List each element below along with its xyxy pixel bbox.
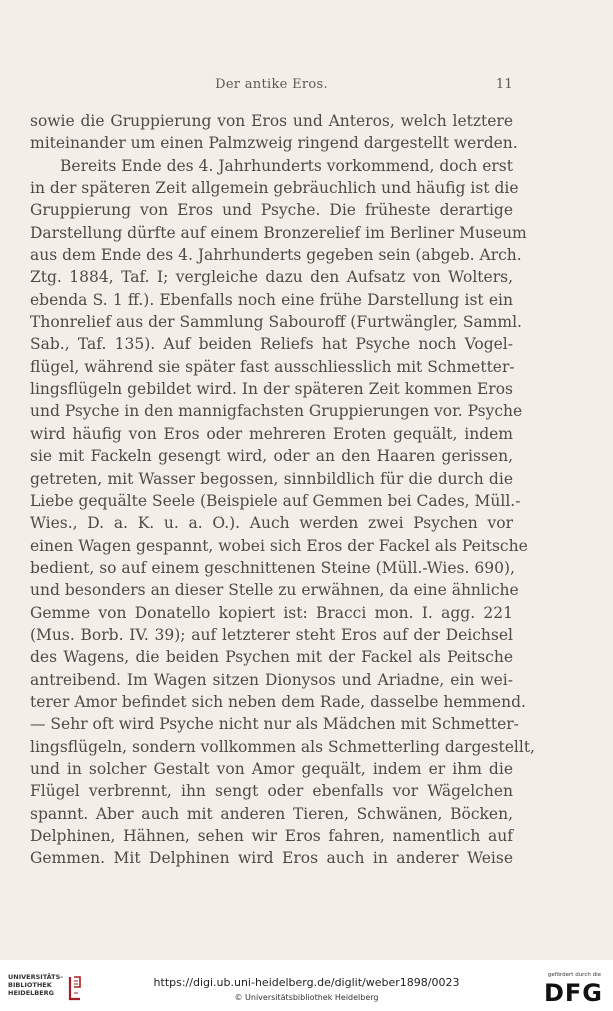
text-line: getreten, mit Wasser begossen, sinnbildlich für die durch die	[30, 469, 513, 488]
text-line: lingsflügeln gebildet wird. In der späteren Zeit kommen Eros	[30, 380, 513, 399]
text-line: Gemmen. Mit Delphinen wird Eros auch in anderer Weise	[30, 849, 513, 868]
digitization-footer	[0, 960, 613, 1011]
page-number: 11	[495, 77, 513, 92]
text-line: Gemme von Donatello kopiert ist: Bracci mon. I. agg. 221	[30, 603, 513, 622]
text-line: Liebe gequälte Seele (Beispiele auf Gemmen bei Cades, Müll.-	[30, 491, 521, 510]
text-line: des Wagens, die beiden Psychen mit der Fackel als Peitsche	[30, 648, 513, 667]
text-line: sie mit Fackeln gesengt wird, oder an den Haaren gerissen,	[30, 447, 513, 466]
text-line: Bereits Ende des 4. Jahrhunderts vorkommend, doch erst	[60, 156, 513, 175]
library-name-line: UNIVERSITÄTS-	[8, 973, 63, 981]
text-line: Sab., Taf. 135). Auf beiden Reliefs hat Psyche noch Vogel-	[30, 335, 513, 354]
text-line: miteinander um einen Palmzweig ringend dargestellt werden.	[30, 134, 518, 153]
running-title: Der antike Eros.	[215, 77, 328, 92]
text-line: einen Wagen gespannt, wobei sich Eros der Fackel als Peitsche	[30, 536, 528, 555]
text-line: sowie die Gruppierung von Eros und Anteros, welch letztere	[30, 112, 513, 130]
text-line: Flügel verbrennt, ihn sengt oder ebenfalls vor Wägelchen	[30, 782, 513, 801]
text-line: Delphinen, Hähnen, sehen wir Eros fahren, namentlich auf	[30, 827, 513, 845]
text-line: und Psyche in den mannigfachsten Gruppierungen vor. Psyche	[30, 402, 523, 421]
text-line: terer Amor befindet sich neben dem Rade, dasselbe hemmend.	[30, 692, 526, 711]
text-line: aus dem Ende des 4. Jahrhunderts gegeben sein (abgeb. Arch.	[30, 246, 522, 265]
text-line: und besonders an dieser Stelle zu erwähnen, da eine ähnliche	[30, 581, 519, 600]
text-line: (Mus. Borb. IV. 39); auf letzterer steht Eros auf der Deichsel	[30, 625, 513, 644]
text-line: in der späteren Zeit allgemein gebräuchlich und häufig ist die	[30, 179, 519, 198]
text-line: flügel, während sie später fast ausschliesslich mit Schmetter-	[30, 357, 515, 376]
text-line: und in solcher Gestalt von Amor gequält, indem er ihm die	[30, 759, 513, 778]
text-line: Darstellung dürfte auf einem Bronzerelief im Berliner Museum	[30, 223, 527, 242]
text-line: bedient, so auf einem geschnittenen Steine (Müll.-Wies. 690),	[30, 558, 515, 577]
text-line: wird häufig von Eros oder mehreren Eroten gequält, indem	[30, 424, 513, 443]
text-line: Thonrelief aus der Sammlung Sabouroff (Furtwängler, Samml.	[30, 313, 522, 332]
library-name-line: HEIDELBERG	[8, 989, 55, 997]
body-text	[30, 110, 535, 870]
text-line: lingsflügeln, sondern vollkommen als Schmetterling dargestellt,	[30, 737, 535, 756]
text-line: Ztg. 1884, Taf. I; vergleiche dazu den Aufsatz von Wolters,	[30, 268, 513, 287]
text-line: ebenda S. 1 ff.). Ebenfalls noch eine frühe Darstellung ist ein	[30, 290, 513, 309]
text-line: Gruppierung von Eros und Psyche. Die früheste derartige	[30, 201, 513, 220]
permalink-url[interactable]: https://digi.ub.uni-heidelberg.de/diglit/weber1898/0023	[153, 976, 460, 989]
dfg-logo: DFG	[543, 979, 603, 1007]
text-line: antreibend. Im Wagen sitzen Dionysos und Ariadne, ein wei-	[30, 670, 513, 689]
text-line: Wies., D. a. K. u. a. O.). Auch werden zwei Psychen vor	[30, 514, 513, 533]
text-line: — Sehr oft wird Psyche nicht nur als Mädchen mit Schmetter-	[30, 715, 519, 734]
library-name-line: BIBLIOTHEK	[8, 981, 52, 989]
copyright-notice: © Universitätsbibliothek Heidelberg	[234, 993, 379, 1002]
text-line: spannt. Aber auch mit anderen Tieren, Schwänen, Böcken,	[30, 804, 513, 823]
funder-note: gefördert durch die	[547, 972, 601, 978]
